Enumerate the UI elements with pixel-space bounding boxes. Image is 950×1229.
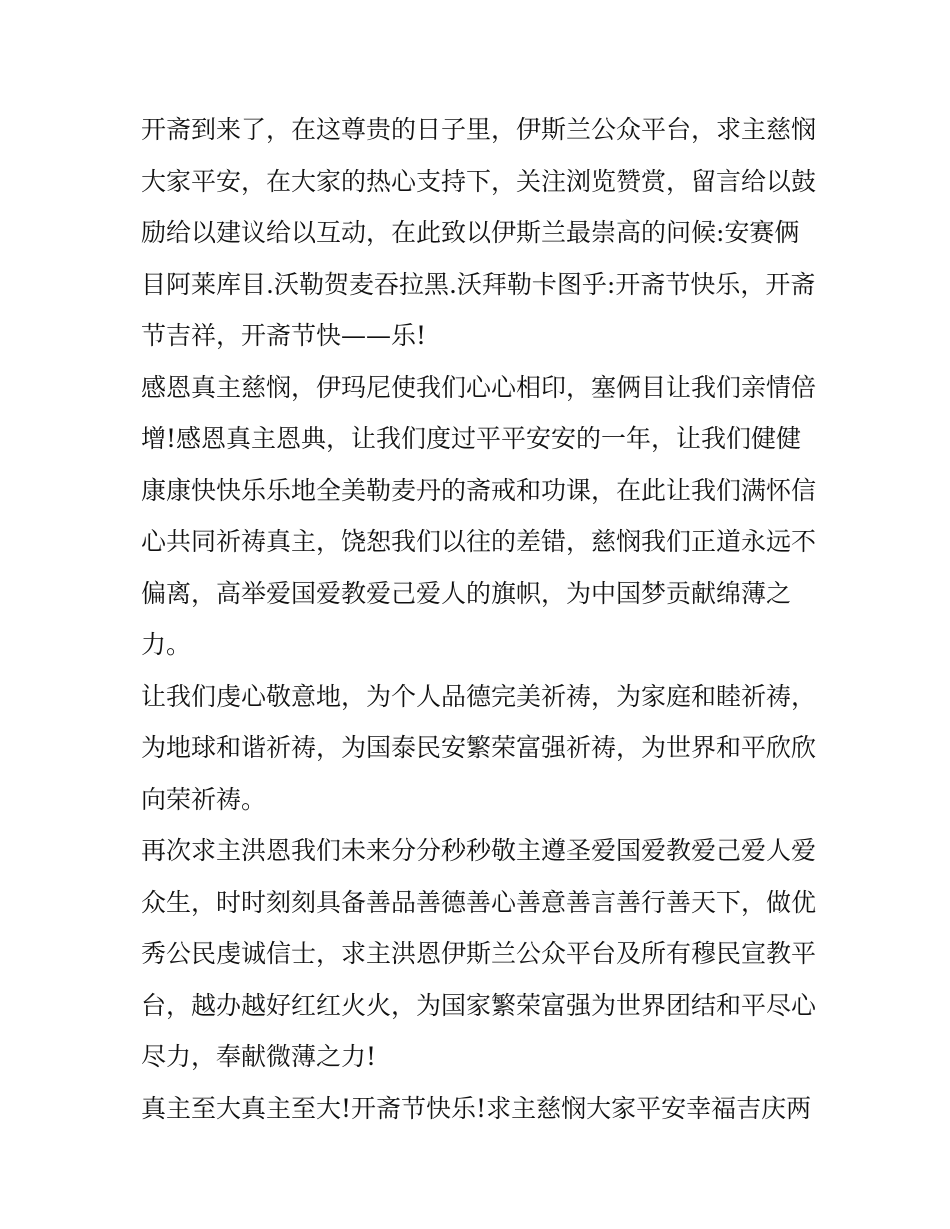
paragraph-1 <box>141 104 821 362</box>
text-line: 节吉祥，开斋节快——乐! <box>141 321 427 350</box>
text-line: 康康快快乐乐地全美勒麦丹的斋戒和功课，在此让我们满怀信 <box>141 475 817 505</box>
paragraph-3 <box>141 671 821 826</box>
text-line: 励给以建议给以互动，在此致以伊斯兰最崇高的问候:安赛俩 <box>141 218 800 247</box>
text-line: 为地球和谐祈祷，为国泰民安繁荣富强祈祷，为世界和平欣欣 <box>141 733 817 762</box>
text-line: 让我们虔心敬意地，为个人品德完美祈祷，为家庭和睦祈祷， <box>141 681 817 711</box>
text-line: 尽力，奉献微薄之力! <box>141 1042 377 1071</box>
text-line: 偏离，高举爱国爱教爱己爱人的旗帜，为中国梦贡献绵薄之 <box>141 578 792 608</box>
text-line: 感恩真主慈悯，伊玛尼使我们心心相印，塞俩目让我们亲情倍 <box>141 372 817 402</box>
text-line: 力。 <box>141 630 192 659</box>
text-line: 众生，时时刻刻具备善品善德善心善意善言善行善天下，做优 <box>141 887 817 917</box>
text-line: 开斋到来了，在这尊贵的日子里，伊斯兰公众平台，求主慈悯 <box>141 115 817 144</box>
document-body <box>141 104 821 1134</box>
text-line: 向荣祈祷。 <box>141 784 267 814</box>
paragraph-5 <box>141 1083 821 1135</box>
paragraph-4 <box>141 825 821 1083</box>
paragraph-2 <box>141 362 821 671</box>
text-line: 再次求主洪恩我们未来分分秒秒敬主遵圣爱国爱教爱己爱人爱 <box>141 836 817 865</box>
text-line: 目阿莱库目.沃勒贺麦吞拉黑.沃拜勒卡图乎:开斋节快乐，开斋 <box>141 269 816 299</box>
text-line: 增!感恩真主恩典，让我们度过平平安安的一年，让我们健健 <box>141 424 802 453</box>
text-line: 心共同祈祷真主，饶恕我们以往的差错，慈悯我们正道永远不 <box>141 527 817 556</box>
text-line: 真主至大真主至大!开斋节快乐!求主慈悯大家平安幸福吉庆两 <box>141 1093 812 1123</box>
text-line: 台，越办越好红红火火，为国家繁荣富强为世界团结和平尽心 <box>141 990 817 1020</box>
text-line: 秀公民虔诚信士，求主洪恩伊斯兰公众平台及所有穆民宣教平 <box>141 939 817 968</box>
text-line: 大家平安，在大家的热心支持下，关注浏览赞赏，留言给以鼓 <box>141 166 817 196</box>
